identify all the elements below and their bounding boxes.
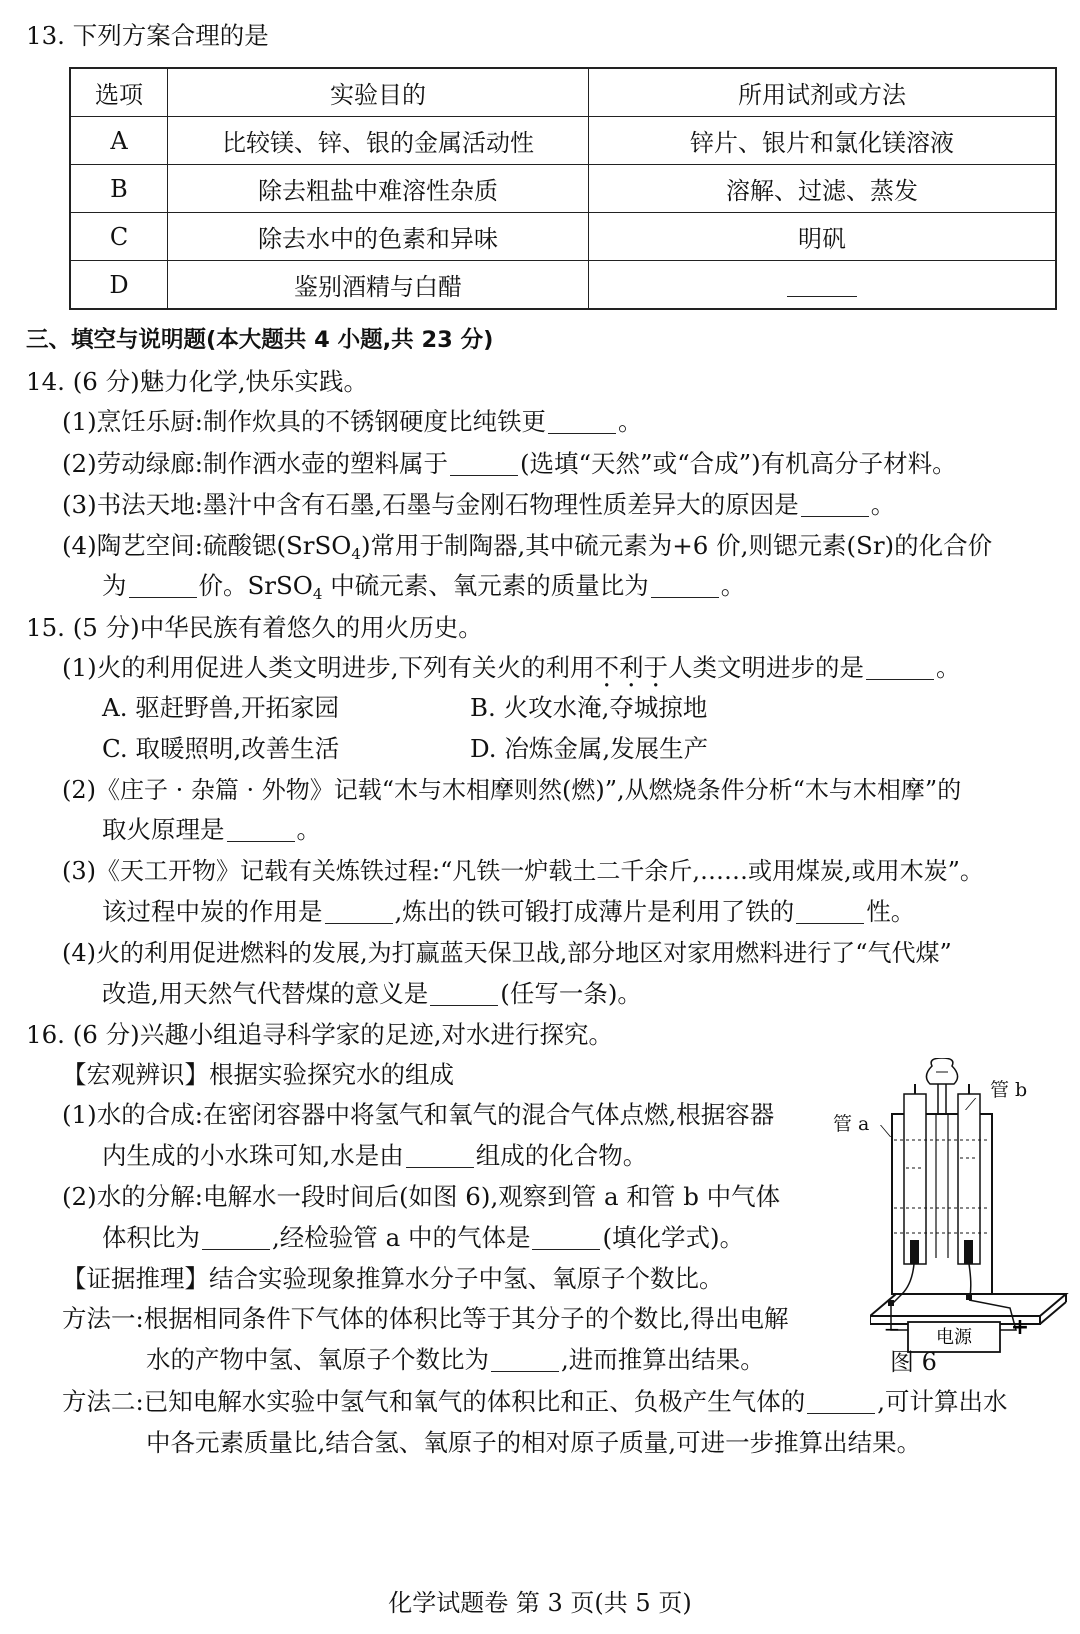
q15-p4-end: (任写一条)。 — [500, 979, 642, 1008]
q14-p4-text-b: )常用于制陶器,其中硫元素为+6 价,则锶元素(Sr)的化合价 — [360, 531, 993, 560]
row-purpose: 除去粗盐中难溶性杂质 — [168, 165, 589, 213]
table-row — [70, 165, 1056, 213]
row-method: 溶解、过滤、蒸发 — [589, 165, 1057, 213]
q16-stem: 16. (6 分)兴趣小组追寻科学家的足迹,对水进行探究。 — [26, 1020, 614, 1049]
q15-part3-cont — [102, 896, 915, 928]
answer-blank[interactable] — [406, 1145, 474, 1168]
q16-p2-text-b: ,经检验管 a 中的气体是 — [272, 1223, 531, 1252]
q15-part3: (3)《天工开物》记载有关炼铁过程:“凡铁一炉载土二千余斤,……或用煤炭,或用木炭”。 — [62, 857, 984, 885]
q16-method1: 方法一:根据相同条件下气体的体积比等于其分子的个数比,得出电解 — [62, 1304, 789, 1333]
row-purpose: 鉴别酒精与白醋 — [168, 261, 589, 310]
answer-blank[interactable] — [866, 657, 934, 680]
table-header-row — [70, 68, 1056, 117]
answer-blank[interactable] — [796, 901, 864, 924]
answer-blank[interactable] — [807, 1391, 875, 1414]
option-c: C. 取暖照明,改善生活 — [102, 734, 340, 763]
q13-title: 13. 下列方案合理的是 — [26, 21, 269, 50]
answer-blank[interactable] — [651, 575, 719, 598]
q14-p4-text-c: 为 — [102, 571, 127, 600]
tube-a-label: 管 a — [833, 1113, 870, 1135]
option-a: A. 驱赶野兽,开拓家园 — [102, 693, 340, 722]
row-option: A — [70, 117, 168, 165]
q14-p4-text: (4)陶艺空间:硫酸锶(SrSO — [62, 531, 352, 560]
subscript: 4 — [312, 585, 323, 603]
q15-p4-text: 改造,用天然气代替煤的意义是 — [102, 979, 429, 1008]
q14-p1-text: (1)烹饪乐厨:制作炊具的不锈钢硬度比纯铁更 — [62, 407, 546, 436]
row-purpose: 除去水中的色素和异味 — [168, 213, 589, 261]
header-method: 所用试剂或方法 — [589, 68, 1057, 117]
q14-p4-text-d: 价。SrSO — [198, 571, 313, 600]
plus-sign: + — [1010, 1315, 1030, 1340]
q16-m2-end: ,可计算出水 — [877, 1387, 1008, 1416]
answer-blank[interactable] — [129, 575, 197, 598]
q14-p2-text-b: (选填“天然”或“合成”)有机高分子材料。 — [519, 449, 957, 478]
q15-p3-end: 性。 — [866, 897, 916, 926]
q15-part4: (4)火的利用促进燃料的发展,为打赢蓝天保卫战,部分地区对家用燃料进行了“气代煤” — [62, 939, 952, 967]
q14-part4 — [62, 530, 992, 562]
answer-blank[interactable] — [801, 494, 869, 517]
q16-m1-text: 水的产物中氢、氧原子个数比为 — [146, 1345, 489, 1374]
electrode-a — [910, 1240, 919, 1264]
q14-part4-cont — [102, 570, 745, 602]
q14-p3-text: (3)书法天地:墨汁中含有石墨,石墨与金刚石物理性质差异大的原因是 — [62, 490, 799, 519]
q15-p3-text-b: ,炼出的铁可锻打成薄片是利用了铁的 — [394, 897, 795, 926]
q15-p2-end: 。 — [296, 815, 321, 844]
q15-p1-text: (1)火的利用促进人类文明进步,下列有关火的利用 — [62, 653, 595, 682]
row-method-blank[interactable] — [589, 261, 1057, 310]
q14-p3-end: 。 — [870, 490, 896, 519]
emphasis-dotted: 不利于 — [594, 653, 668, 682]
table-row — [70, 261, 1056, 310]
tube-b-label: 管 b — [990, 1079, 1028, 1101]
q15-p1-text-b: 人类文明进步的是 — [668, 653, 864, 682]
q15-part2-cont — [102, 814, 321, 846]
q16-p2-text: 体积比为 — [102, 1223, 200, 1252]
q13-table — [69, 67, 1057, 310]
q14-p1-end: 。 — [617, 407, 643, 436]
answer-blank[interactable] — [532, 1227, 600, 1250]
header-purpose: 实验目的 — [168, 68, 589, 117]
q15-p3-text: 该过程中炭的作用是 — [102, 897, 323, 926]
q16-part1-cont — [102, 1140, 647, 1172]
section-heading: 三、填空与说明题(本大题共 4 小题,共 23 分) — [26, 327, 494, 353]
figure-caption: 图 6 — [890, 1348, 937, 1376]
q16-m1-end: ,进而推算出结果。 — [561, 1345, 765, 1374]
q16-heading-evidence: 【证据推理】结合实验现象推算水分子中氢、氧原子个数比。 — [62, 1264, 724, 1293]
q16-part1: (1)水的合成:在密闭容器中将氢气和氧气的混合气体点燃,根据容器 — [62, 1100, 775, 1129]
q15-stem: 15. (5 分)中华民族有着悠久的用火历史。 — [26, 613, 483, 642]
option-b: B. 火攻水淹,夺城掠地 — [470, 693, 708, 722]
q16-part2: (2)水的分解:电解水一段时间后(如图 6),观察到管 a 和管 b 中气体 — [62, 1182, 781, 1211]
answer-blank[interactable] — [325, 901, 393, 924]
subscript: 4 — [351, 545, 361, 563]
header-option: 选项 — [70, 68, 168, 117]
answer-blank[interactable] — [202, 1227, 270, 1250]
funnel-bulb — [926, 1058, 957, 1084]
option-d: D. 冶炼金属,发展生产 — [470, 734, 709, 763]
row-method: 锌片、银片和氯化镁溶液 — [589, 117, 1057, 165]
answer-blank[interactable] — [430, 983, 498, 1006]
table-row — [70, 117, 1056, 165]
q15-part1 — [62, 652, 961, 684]
q15-part2: (2)《庄子 · 杂篇 · 外物》记载“木与木相摩则然(燃)”,从燃烧条件分析“木与木相摩”的 — [62, 776, 962, 804]
q14-p4-text-e: 中硫元素、氧元素的质量比为 — [322, 571, 649, 600]
row-option: B — [70, 165, 168, 213]
answer-blank[interactable] — [227, 819, 295, 842]
q16-p1-text: 内生成的小水珠可知,水是由 — [102, 1141, 404, 1170]
minus-sign: − — [883, 1317, 901, 1341]
q16-method2 — [62, 1386, 1008, 1418]
q16-method1-cont — [146, 1344, 765, 1376]
row-option: D — [70, 261, 168, 310]
power-label: 电源 — [936, 1327, 972, 1348]
q15-part4-cont — [102, 978, 642, 1010]
q14-p2-text: (2)劳动绿廊:制作洒水壶的塑料属于 — [62, 449, 448, 478]
tube-a-pointer: ⟍ — [880, 1122, 892, 1141]
q14-part2 — [62, 448, 957, 480]
q14-p4-end: 。 — [720, 571, 746, 600]
answer-blank[interactable] — [491, 1349, 559, 1372]
q16-heading-macro: 【宏观辨识】根据实验探究水的组成 — [62, 1060, 454, 1089]
row-option: C — [70, 213, 168, 261]
q15-p2-text: 取火原理是 — [102, 815, 225, 844]
q14-part1 — [62, 406, 642, 438]
q15-p1-end: 。 — [936, 653, 961, 682]
row-purpose: 比较镁、锌、银的金属活动性 — [168, 117, 589, 165]
table-row — [70, 213, 1056, 261]
row-method: 明矾 — [589, 213, 1057, 261]
electrode-b — [964, 1240, 973, 1264]
answer-blank[interactable] — [450, 453, 518, 476]
q14-part3 — [62, 489, 895, 521]
q16-p2-end: (填化学式)。 — [602, 1223, 745, 1252]
q16-method2-cont: 中各元素质量比,结合氢、氧原子的相对原子质量,可进一步推算出结果。 — [146, 1428, 922, 1457]
page-footer: 化学试题卷 第 3 页(共 5 页) — [388, 1589, 692, 1617]
q16-part2-cont — [102, 1222, 744, 1254]
q16-p1-end: 组成的化合物。 — [475, 1141, 648, 1170]
q16-m2-text: 方法二:已知电解水实验中氢气和氧气的体积比和正、负极产生气体的 — [62, 1387, 806, 1416]
answer-blank[interactable] — [548, 411, 616, 434]
tube-a — [904, 1094, 926, 1264]
tube-b-pointer: ⟋ — [965, 1095, 977, 1114]
q14-stem: 14. (6 分)魅力化学,快乐实践。 — [26, 367, 369, 396]
